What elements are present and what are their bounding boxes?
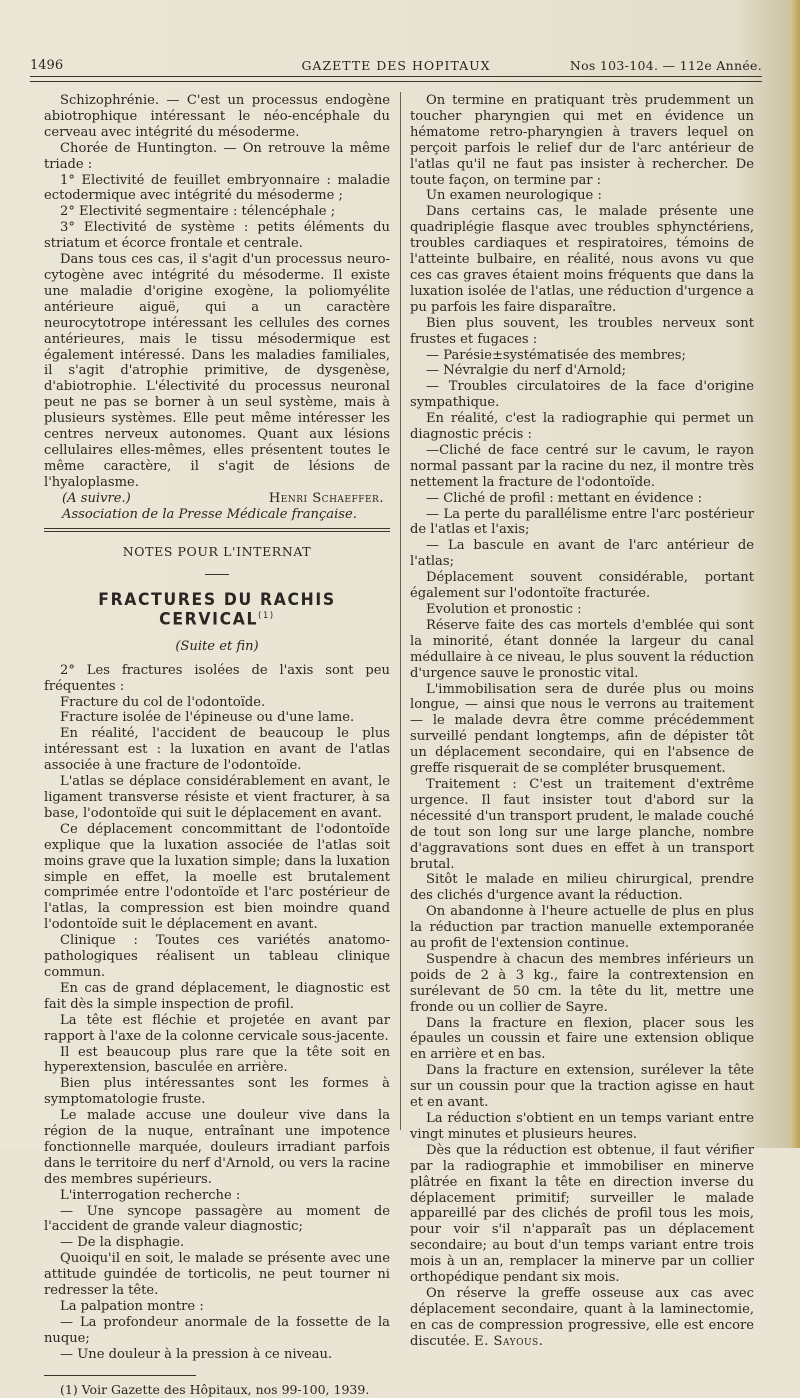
paragraph: La réduction s'obtient en un temps variant entre vingt minutes et plusieurs heures. — [410, 1111, 754, 1142]
paragraph: Dès que la réduction est obtenue, il faut vérifier par la radiographie et immobiliser en minerve plâtrée en fixant la tête en direction inverse du déplacement primitif; surveiller le malade appareillé par des clichés de profil tous les mois, pour voir s'il n'apparaît pas un déplacement secondaire; au bout d'un temps variant entre trois mois à un an, remplacer la minerve par un collier orthopédique pendant six mois. — [410, 1142, 754, 1286]
author-name: Henri Schaeffer. — [268, 490, 384, 506]
paragraph: L'atlas se déplace considérablement en avant, le ligament transverse résiste et vient fracturer, à sa base, l'odontoïde qui suit le déplacement en avant. — [44, 774, 390, 821]
paragraph: Un examen neurologique : — [426, 188, 602, 204]
page-header — [30, 58, 762, 76]
paragraph: 1° Electivité de feuillet embryonnaire : maladie ectodermique avec intégrité du mésoderme ; — [44, 172, 390, 204]
paragraph: — Parésie±systématisée des membres; — [426, 347, 686, 363]
paragraph: — La perte du parallélisme entre l'arc postérieur de l'atlas et l'axis; — [410, 506, 754, 538]
paragraph: — Névralgie du nerf d'Arnold; — [426, 363, 627, 379]
association-credit: Association de la Presse Médicale française. — [62, 506, 357, 522]
article-title — [58, 590, 376, 630]
paragraph: Clinique : Toutes ces variétés anatomo-pathologiques réalisent un tableau clinique commun. — [44, 933, 390, 980]
paragraph: — Une douleur à la pression à ce niveau. — [60, 1346, 333, 1362]
article-signature — [44, 491, 390, 507]
right-column — [410, 93, 754, 1350]
paragraph: — Troubles circulatoires de la face d'origine sympathique. — [410, 379, 754, 411]
section-rule-thin — [44, 531, 390, 532]
footnote-ref: (1) — [258, 611, 275, 622]
column-divider — [400, 92, 401, 1130]
paragraph: En réalité, c'est la radiographie qui permet un diagnostic précis : — [410, 411, 754, 443]
paragraph: 3° Electivité de système : petits éléments du striatum et écorce frontale et centrale. — [44, 220, 390, 252]
paragraph — [410, 1286, 754, 1350]
header-rule-thin — [30, 81, 762, 82]
page-edge — [790, 0, 800, 1148]
footnote: (1) Voir Gazette des Hôpitaux, nos 99-100, 1939. — [60, 1381, 370, 1397]
paragraph: En réalité, l'accident de beaucoup le plus intéressant est : la luxation en avant de l'atlas associée à une fracture de l'odontoïde. — [44, 726, 390, 774]
paragraph: Dans la fracture en extension, surélever la tête sur un coussin pour que la traction agisse en haut et en avant. — [410, 1063, 754, 1111]
paragraph-text: On réserve la greffe osseuse aux cas avec déplacement secondaire, quant à la laminectomie, en cas de compression progressive, elle est encore discutée. — [410, 1285, 754, 1349]
page-number: 1496 — [30, 58, 64, 73]
paragraph: — Cliché de profil : mettant en évidence : — [426, 490, 703, 506]
paragraph: Dans la fracture en flexion, placer sous les épaules un coussin et faire une extension oblique en arrière et en bas. — [410, 1015, 754, 1063]
paragraph: Le malade accuse une douleur vive dans la région de la nuque, entraînant une impotence fonctionnelle marquée, douleurs irradiant parfois dans le territoire du nerf d'Arnold, ou vers la racine des membres supérieurs. — [44, 1108, 390, 1187]
paragraph: Sitôt le malade en milieu chirurgical, prendre des clichés d'urgence avant la réduction. — [410, 872, 754, 904]
paragraph: 2° Les fractures isolées de l'axis sont peu fréquentes : — [44, 662, 390, 694]
paragraph: Fracture du col de l'odontoïde. — [60, 694, 266, 710]
article-subtitle: (Suite et fin) — [175, 638, 259, 654]
paragraph: Schizophrénie. — C'est un processus endogène abiotrophique intéressant le néo-encéphale du cerveau avec intégrité du mésoderme. — [44, 93, 390, 140]
paragraph: — Une syncope passagère au moment de l'accident de grande valeur diagnostic; — [44, 1203, 390, 1235]
header-rule — [30, 76, 762, 77]
issue-number: Nos 103-104. — 112e Année. — [569, 58, 762, 73]
paragraph: L'immobilisation sera de durée plus ou moins longue, — ainsi que nous le verrons au traitement — le malade devra être comme précédemment surveillé pendant longtemps, afin de dépister tôt un déplacement secondaire, qui en l'absence de greffe risquerait de se compléter brusquement. — [410, 681, 754, 777]
paragraph: — De la disphagie. — [60, 1235, 185, 1251]
paragraph: —Cliché de face centré sur le cavum, le rayon normal passant par la racine du nez, il montre très nettement la fracture de l'odontoïde. — [410, 442, 754, 490]
author-name: E. Sayous. — [474, 1333, 544, 1349]
article-title-text: FRACTURES DU RACHIS CERVICAL — [98, 590, 336, 630]
paragraph: Evolution et pronostic : — [426, 602, 582, 617]
paragraph: On abandonne à l'heure actuelle de plus en plus la réduction par traction manuelle extemporanée au profit de l'extension continue. — [410, 904, 754, 952]
paragraph: Fracture isolée de l'épineuse ou d'une lame. — [60, 710, 355, 726]
paragraph: — La profondeur anormale de la fossette de la nuque; — [44, 1314, 390, 1346]
paragraph: Il est beaucoup plus rare que la tête soit en hyperextension, basculée en arrière. — [44, 1044, 390, 1076]
paragraph: Suspendre à chacun des membres inférieurs un poids de 2 à 3 kg., faire la contrextension en surélevant de 50 cm. la tête du lit, mettre une fronde ou un collier de Sayre. — [410, 951, 754, 1015]
journal-title: GAZETTE DES HOPITAUX — [301, 58, 491, 73]
paragraph: Traitement : C'est un traitement d'extrême urgence. Il faut insister tout d'abord sur la nécessité d'un transport prudent, le malade couché de tout son long sur une large planche, nombre d'aggravations sont dues en effet à un transport brutal. — [410, 776, 754, 872]
paragraph: L'interrogation recherche : — [60, 1187, 241, 1203]
paragraph: — La bascule en avant de l'arc antérieur de l'atlas; — [410, 538, 754, 570]
to-be-continued: (A suivre.) — [62, 490, 131, 506]
footnote-rule — [44, 1375, 196, 1376]
paragraph: Réserve faite des cas mortels d'emblée qui sont la minorité, étant donnée la largeur du canal médullaire à ce niveau, le plus souvent la réduction d'urgence sauve le pronostic vital. — [410, 617, 754, 681]
section-rule — [44, 528, 390, 529]
paragraph: Quoiqu'il en soit, le malade se présente avec une attitude guindée de torticolis, ne peut tourner ni redresser la tête. — [44, 1251, 390, 1299]
paragraph: La palpation montre : — [60, 1299, 204, 1314]
paragraph: Chorée de Huntington. — On retrouve la même triade : — [44, 140, 390, 172]
paragraph: Dans certains cas, le malade présente une quadriplégie flasque avec troubles sphynctériens, troubles cardiaques et respiratoires, témoins de l'atteinte bulbaire, en réalité, nous avons vu que ces cas graves étaient moins fréquents que dans la luxation isolée de l'atlas, une réduction d'urgence a pu parfois les faire disparaître. — [410, 204, 754, 315]
section-heading: NOTES POUR L'INTERNAT — [122, 544, 312, 560]
paragraph: On termine en pratiquant très prudemment un toucher pharyngien qui met en évidence un hématome retro-pharyngien à travers lequel on perçoit parfois le relief dur de l'arc antérieur de l'atlas qu'il ne faut pas insister à rechercher. De toute façon, on termine par : — [410, 93, 754, 188]
left-column — [44, 93, 390, 1398]
paragraph: Dans tous ces cas, il s'agit d'un processus neuro-cytogène avec intégrité du mésoderme. Il existe une maladie d'origine exogène, la poliomyélite antérieure aiguë, qui a un caractère neurocytotrope intéressant les cellules des cornes antérieures, mais le tissu mésodermique est également intéressé. Dans les maladies familiales, il s'agit d'atrophie primitive, de dysgenèse, d'abiotrophie. L'électivité du processus neuronal peut ne pas se borner à un seul système, mais à plusieurs systèmes. Elle peut même intéresser les centres nerveux autonomes. Quant aux lésions cellulaires elles-mêmes, elles présentent toutes le même caractère, il s'agit de lésions de l'hyaloplasme. — [44, 252, 390, 490]
paragraph: Bien plus souvent, les troubles nerveux sont frustes et fugaces : — [410, 315, 754, 347]
paragraph: Bien plus intéressantes sont les formes à symptomatologie fruste. — [44, 1076, 390, 1108]
paragraph: En cas de grand déplacement, le diagnostic est fait dès la simple inspection de profil. — [44, 980, 390, 1012]
heading-rule — [205, 574, 229, 575]
paragraph: La tête est fléchie et projetée en avant par rapport à l'axe de la colonne cervicale sous-jacente. — [44, 1012, 390, 1044]
paragraph: 2° Electivité segmentaire : télencéphale ; — [60, 204, 336, 220]
paragraph: Ce déplacement concommittant de l'odontoïde explique que la luxation associée de l'atlas soit moins grave que la luxation simple; dans la luxation simple en effet, la moelle est brutalement comprimée entre l'odontoïde et l'arc postérieur de l'atlas, la compression est bien moindre quand l'odontoïde suit le déplacement en avant. — [44, 821, 390, 933]
paragraph: Déplacement souvent considérable, portant également sur l'odontoïte fracturée. — [410, 570, 754, 602]
